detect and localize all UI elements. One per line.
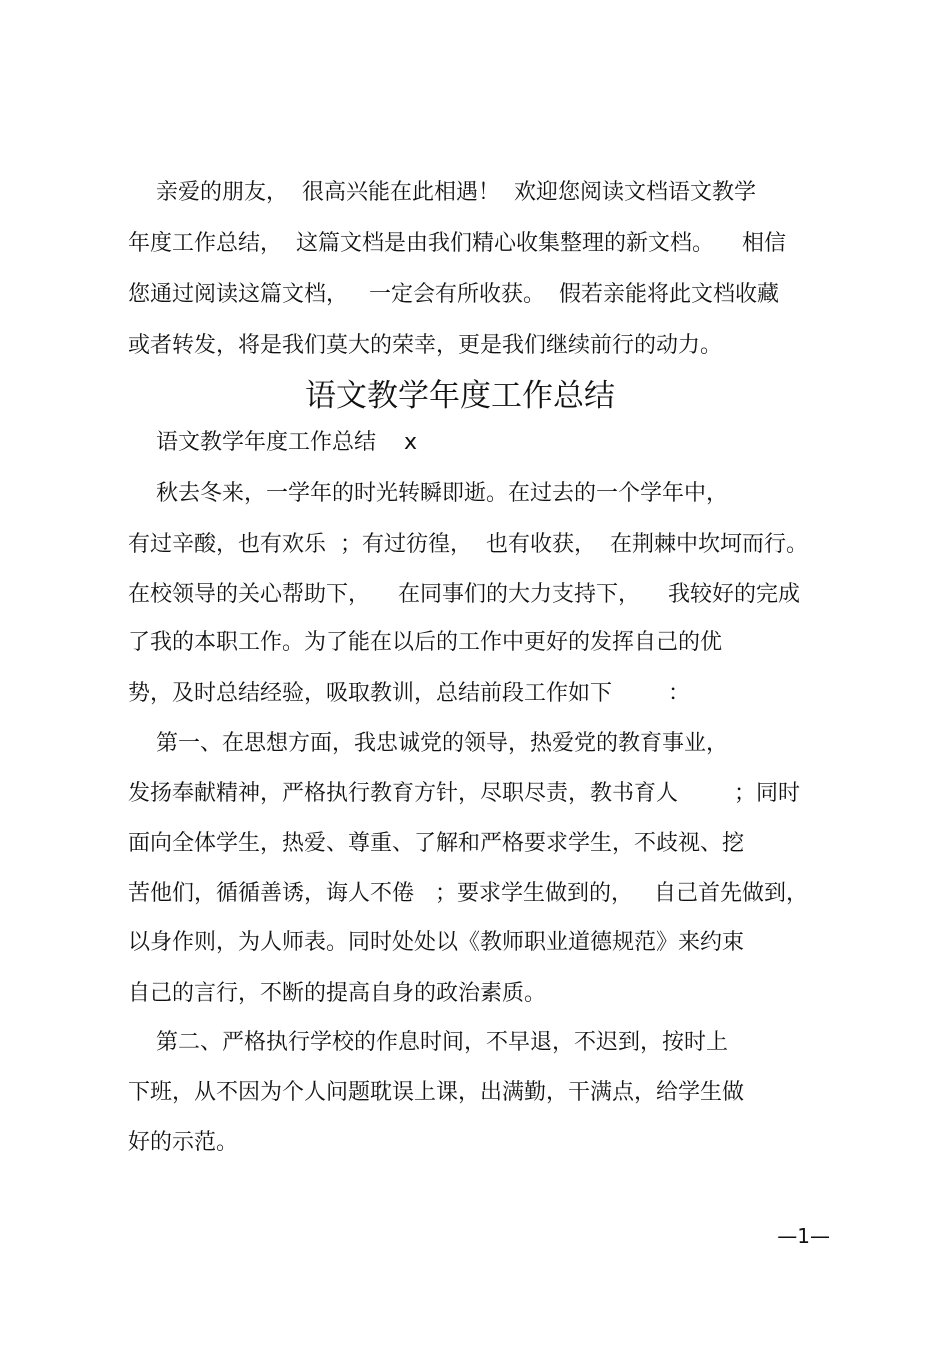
body-line-2: 秋去冬来，一学年的时光转瞬即逝。在过去的一个学年中，: [128, 481, 728, 506]
document-title: 语文教学年度工作总结: [305, 378, 615, 414]
body-line-10: 苦他们，循循善诱，诲人不倦 ；要求学生做到的， 自己首先做到，: [128, 881, 808, 906]
body-line-8: 发扬奉献精神，严格执行教育方针，尽职尽责，教书育人 ；同时: [128, 781, 800, 806]
intro-line-2: 年度工作总结， 这篇文档是由我们精心收集整理的新文档。 相信: [128, 231, 786, 256]
body-line-13: 第二、严格执行学校的作息时间，不早退，不迟到，按时上: [128, 1030, 728, 1055]
body-line-4: 在校领导的关心帮助下， 在同事们的大力支持下， 我较好的完成: [128, 582, 800, 607]
body-line-11: 以身作则，为人师表。同时处处以《教师职业道德规范》来约束: [128, 930, 745, 955]
body-line-15: 好的示范。: [128, 1130, 239, 1155]
body-line-5: 了我的本职工作。为了能在以后的工作中更好的发挥自己的优: [128, 630, 723, 655]
body-line-12: 自己的言行，不断的提高自身的政治素质。: [128, 981, 547, 1006]
body-line-7: 第一、在思想方面，我忠诚党的领导，热爱党的教育事业，: [128, 731, 728, 756]
intro-line-1: 亲爱的朋友， 很高兴能在此相遇！ 欢迎您阅读文档语文教学: [128, 180, 756, 205]
body-line-6: 势，及时总结经验，吸取教训，总结前段工作如下 ：: [128, 681, 690, 706]
page-number: —1—: [777, 1224, 830, 1248]
body-line-3: 有过辛酸，也有欢乐 ；有过彷徨， 也有收获， 在荆棘中坎坷而行。: [128, 532, 808, 557]
intro-line-4: 或者转发，将是我们莫大的荣幸，更是我们继续前行的动力。: [128, 333, 723, 358]
body-line-1: 语文教学年度工作总结 x: [128, 430, 417, 455]
intro-line-3: 您通过阅读这篇文档， 一定会有所收获。 假若亲能将此文档收藏: [128, 282, 779, 307]
body-line-14: 下班，从不因为个人问题耽误上课，出满勤，干满点，给学生做: [128, 1080, 745, 1105]
body-line-9: 面向全体学生，热爱、尊重、了解和严格要求学生，不歧视、挖: [128, 831, 745, 856]
